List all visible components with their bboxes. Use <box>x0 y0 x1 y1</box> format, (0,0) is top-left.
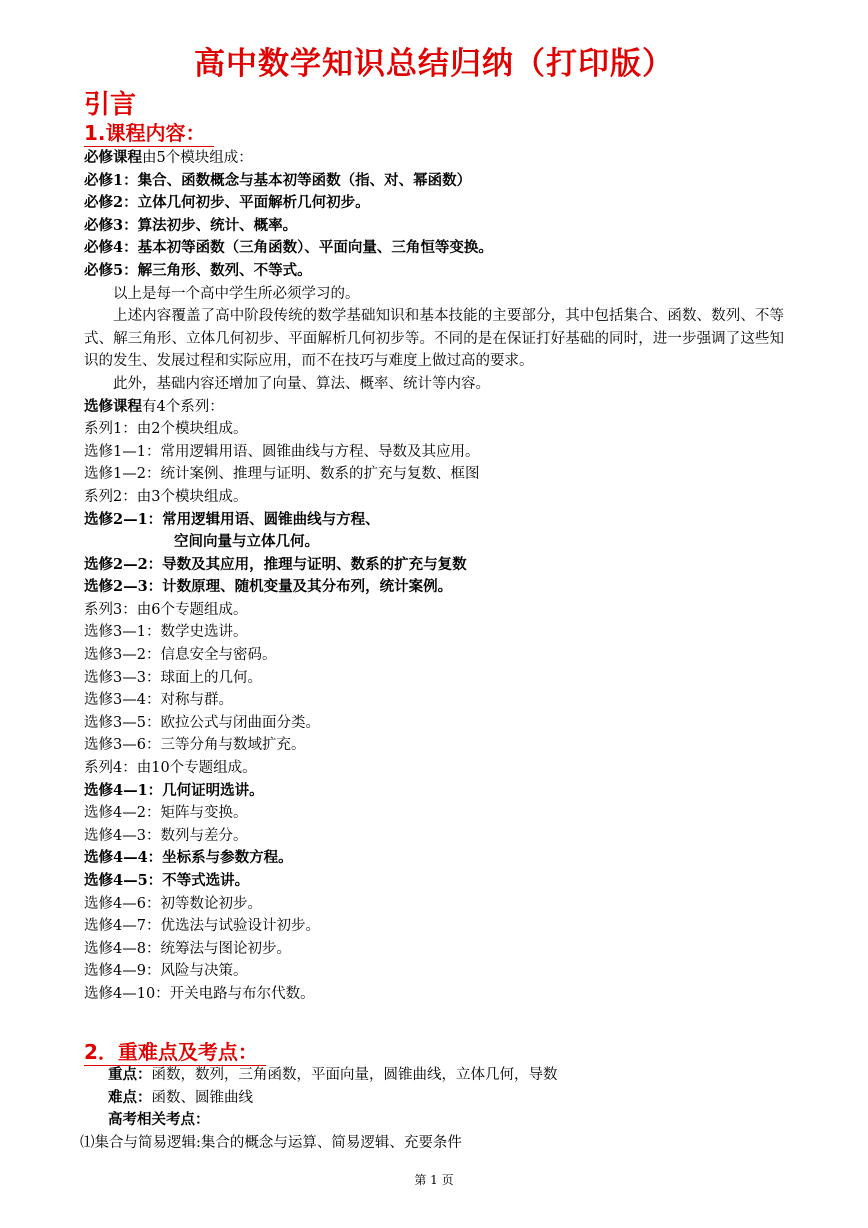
elective-line: 空间向量与立体几何。 <box>174 533 319 551</box>
elective-line: 选修4—1：几何证明选讲。 <box>84 781 264 799</box>
elective-rest: 有4个系列： <box>142 398 224 415</box>
elective-line: 系列3：由6个专题组成。 <box>84 601 248 618</box>
section2-body <box>80 1064 784 1154</box>
section1-heading: 1.课程内容： <box>84 120 214 147</box>
compulsory-item: 必修2：立体几何初步、平面解析几何初步。 <box>84 194 370 212</box>
section1-body <box>84 147 784 1006</box>
elective-line: 系列4：由10个专题组成。 <box>84 760 257 777</box>
difficult-points-label: 难点： <box>108 1088 152 1106</box>
elective-line: 选修4—10：开关电路与布尔代数。 <box>84 985 315 1002</box>
elective-line: 选修4—4：坐标系与参数方程。 <box>84 849 293 867</box>
key-points-line <box>84 1064 784 1087</box>
elective-label: 选修课程 <box>84 397 142 415</box>
elective-line: 选修1—2：统计案例、推理与证明、数系的扩充与复数、框图 <box>84 466 480 483</box>
elective-intro <box>84 396 784 419</box>
elective-line: 选修3—4：对称与群。 <box>84 692 233 709</box>
difficult-points-text: 函数、圆锥曲线 <box>151 1089 253 1106</box>
paragraph-3: 此外，基础内容还增加了向量、算法、概率、统计等内容。 <box>113 375 490 392</box>
elective-line: 选修2—2：导数及其应用，推理与证明、数系的扩充与复数 <box>84 555 467 573</box>
exam-point-item: ⑴集合与简易逻辑:集合的概念与运算、简易逻辑、充要条件 <box>80 1134 462 1151</box>
section2-heading: 2．重难点及考点： <box>84 1039 266 1066</box>
elective-line: 选修2—1：常用逻辑用语、圆锥曲线与方程、 <box>84 510 380 528</box>
compulsory-label: 必修课程 <box>84 149 142 166</box>
elective-line: 选修2—3：计数原理、随机变量及其分布列，统计案例。 <box>84 578 453 596</box>
elective-line: 选修3—2：信息安全与密码。 <box>84 647 277 664</box>
elective-line: 系列1：由2个模块组成。 <box>84 421 248 438</box>
elective-line: 选修4—7：优选法与试验设计初步。 <box>84 918 320 935</box>
elective-line: 选修3—5：欧拉公式与闭曲面分类。 <box>84 714 320 731</box>
elective-line: 选修4—3：数列与差分。 <box>84 827 248 844</box>
elective-line: 选修4—6：初等数论初步。 <box>84 895 262 912</box>
elective-line: 选修1—1：常用逻辑用语、圆锥曲线与方程、导数及其应用。 <box>84 443 480 460</box>
compulsory-item: 必修1：集合、函数概念与基本初等函数（指、对、幂函数） <box>84 171 472 189</box>
elective-line: 选修4—5：不等式选讲。 <box>84 872 250 889</box>
intro-heading: 引言 <box>84 90 137 120</box>
elective-line: 选修4—8：统筹法与图论初步。 <box>84 940 291 957</box>
elective-line: 选修3—6：三等分角与数域扩充。 <box>84 737 306 754</box>
elective-line: 选修4—2：矩阵与变换。 <box>84 805 248 822</box>
elective-line: 选修3—1：数学史选讲。 <box>84 624 248 641</box>
elective-line: 系列2：由3个模块组成。 <box>84 488 248 505</box>
document-title: 高中数学知识总结归纳（打印版） <box>194 46 674 82</box>
compulsory-rest: 由5个模块组成： <box>142 150 253 166</box>
compulsory-intro <box>84 147 784 170</box>
exam-points-label: 高考相关考点： <box>108 1111 210 1129</box>
elective-line: 选修4—9：风险与决策。 <box>84 963 248 980</box>
compulsory-item: 必修4：基本初等函数（三角函数）、平面向量、三角恒等变换。 <box>84 239 493 257</box>
paragraph-1: 以上是每一个高中学生所必须学习的。 <box>113 285 360 302</box>
paragraph-2: 上述内容覆盖了高中阶段传统的数学基础知识和基本技能的主要部分，其中包括集合、函数、数列、不等式、解三角形、立体几何初步、平面解析几何初步等。不同的是在保证打好基础的同时，进一步强调了这些知识的发生、发展过程和实际应用，而不在技巧与难度上做过高的要求。 <box>84 308 784 370</box>
elective-line: 选修3—3：球面上的几何。 <box>84 669 262 686</box>
page-footer: 第 1 页 <box>414 1173 454 1187</box>
key-points-text: 函数，数列，三角函数，平面向量，圆锥曲线，立体几何，导数 <box>151 1067 558 1083</box>
compulsory-item: 必修5：解三角形、数列、不等式。 <box>84 261 312 279</box>
compulsory-item: 必修3：算法初步、统计、概率。 <box>84 216 298 234</box>
difficult-points-line <box>84 1087 784 1110</box>
key-points-label: 重点： <box>108 1066 152 1083</box>
elective-list <box>84 418 784 1005</box>
